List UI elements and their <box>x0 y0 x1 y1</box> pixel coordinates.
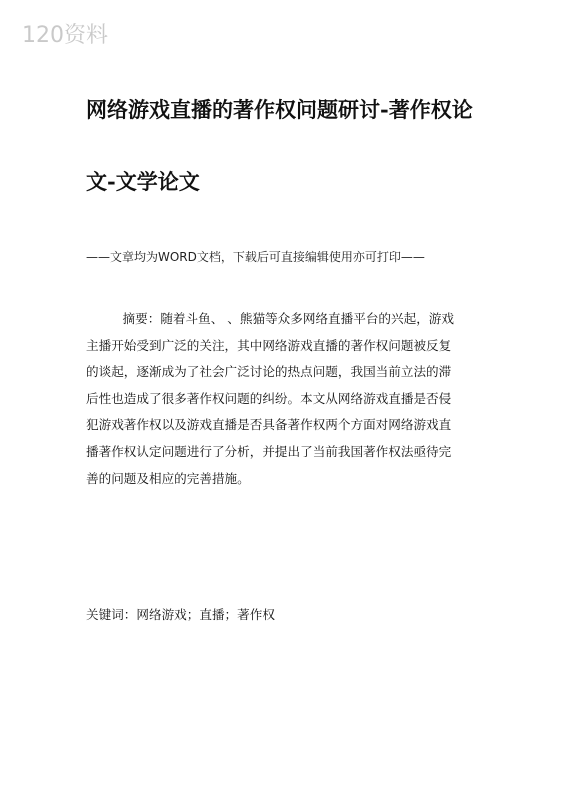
abstract-line: 摘要：随着斗鱼、 、熊猫等众多网络直播平台的兴起，游戏 <box>122 311 454 326</box>
abstract-line: 善的问题及相应的完善措施。 <box>86 470 250 486</box>
document-title-line-1: 网络游戏直播的著作权问题研讨-著作权论 <box>86 97 473 122</box>
abstract-line: 播著作权认定问题进行了分析，并提出了当前我国著作权法亟待完 <box>86 443 452 459</box>
keywords-line: 关键词：网络游戏；直播；著作权 <box>86 607 275 622</box>
abstract-line: 的谈起，逐渐成为了社会广泛讨论的热点问题，我国当前立法的滞 <box>86 364 452 380</box>
abstract-line: 主播开始受到广泛的关注，其中网络游戏直播的著作权问题被反复 <box>86 337 452 353</box>
abstract-line: 犯游戏著作权以及游戏直播是否具备著作权两个方面对网络游戏直 <box>86 417 452 433</box>
document-title-line-2: 文-文学论文 <box>86 169 200 194</box>
abstract-line: 后性也造成了很多著作权问题的纠纷。本文从网络游戏直播是否侵 <box>86 390 452 406</box>
document-subtitle: ——文章均为WORD文档，下载后可直接编辑使用亦可打印—— <box>86 250 425 264</box>
watermark-logo: 120资料 <box>22 23 108 48</box>
abstract-paragraph <box>86 306 481 492</box>
